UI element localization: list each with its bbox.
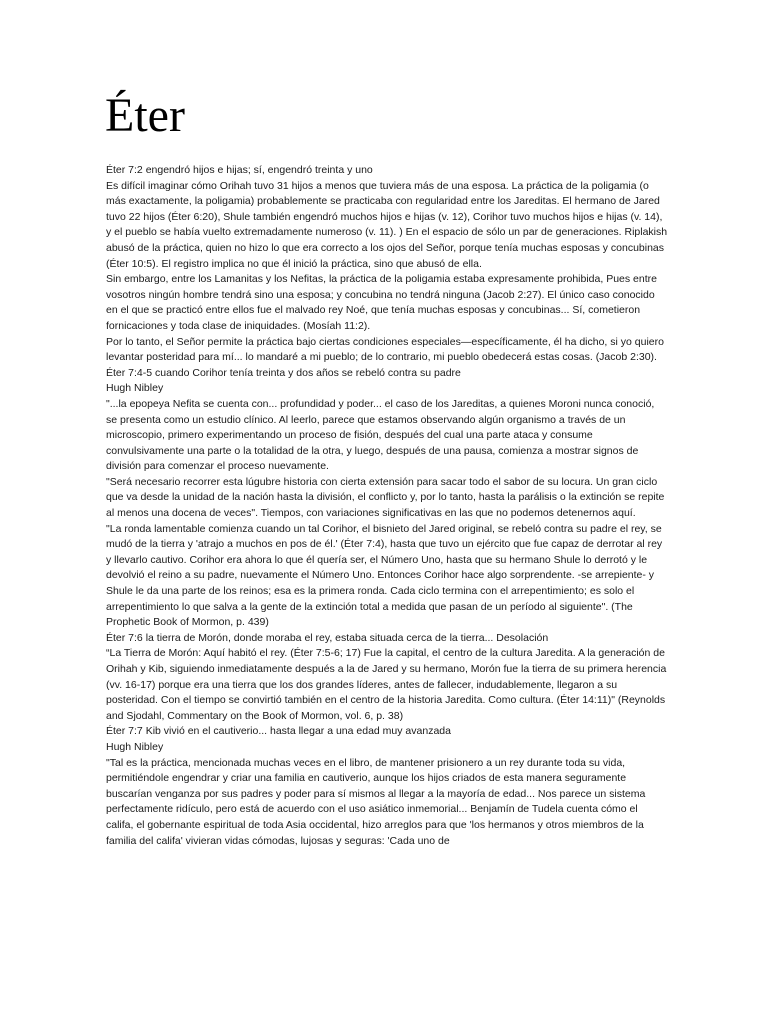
quote-paragraph: "...la epopeya Nefita se cuenta con... profundidad y poder... el caso de los Jareditas, a quienes Moroni nunca conoció, se presenta como un estudio clínico. Al leerlo, parece que estamos observando algún organismo a través de un microscopio, primero experimentando un proceso de fisión, después del cual una parte ataca y consume convulsivamente una parte o la totalidad de la otra, y luego, después de una pausa, comienza a mostrar signos de división para comenzar el proceso nuevamente. [106, 397, 655, 473]
quote-paragraph: "Tal es la práctica, mencionada muchas veces en el libro, de mantener prisionero a un rey durante toda su vida, permitiéndole engendrar y criar una familia en cautiverio, aunque los hijos criados de esta manera seguramente buscarían venganza por sus padres y poder para sí mismos al llegar a la mayoría de edad... Nos parece un sistema perfectamente ridículo, pero está de acuerdo con el uso asiático inmemorial... Benjamín de Tudela cuenta cómo el califa, el gobernante espiritual de toda Asia occidental, hizo arreglos para que 'los hermanos y otros miembros de la familia del califa' vivieran vidas cómodas, lujosas y seguras: 'Cada uno de [106, 756, 646, 847]
document-body [106, 163, 668, 849]
commentary-paragraph: Es difícil imaginar cómo Orihah tuvo 31 hijos a menos que tuviera más de una esposa. La práctica de la poligamia (o más exactamente, la poligamia) probablemente se practicaba con regularidad entre los Jareditas. El hermano de Jared tuvo 22 hijos (Éter 6:20), Shule también engendró muchos hijos e hijas (v. 12), Corihor tuvo muchos hijos e hijas (v. 14), y el pueblo se había vuelto extremadamente numeroso (v. 11). ) En el espacio de sólo un par de generaciones. Riplakish abusó de la práctica, quien no hizo lo que era correcto a los ojos del Señor, porque tenía muchas esposas y concubinas (Éter 10:5). El registro implica no que él inició la práctica, sino que abusó de ella. [106, 179, 668, 270]
verse-heading-7-2: Éter 7:2 engendró hijos e hijas; sí, engendró treinta y uno [106, 164, 373, 176]
verse-heading-7-6: Éter 7:6 la tierra de Morón, donde moraba el rey, estaba situada cerca de la tierra... Desolación [106, 631, 549, 644]
commentary-paragraph: Por lo tanto, el Señor permite la práctica bajo ciertas condiciones especiales—específicamente, él ha dicho, si yo quiero levantar posteridad para mí... lo mandaré a mi pueblo; de lo contrario, mi pueblo obedecerá estas cosas. (Jacob 2:30). [106, 335, 664, 364]
verse-heading-7-7: Éter 7:7 Kib vivió en el cautiverio... hasta llegar a una edad muy avanzada [106, 725, 451, 738]
commentary-paragraph: Sin embargo, entre los Lamanitas y los Nefitas, la práctica de la poligamia estaba expresamente prohibida, Pues entre vosotros ningún hombre tendrá sino una esposa; y concubina no tendrá ninguna (Jacob 2:27). El único caso conocido en el que se practicó entre ellos fue el malvado rey Noé, que tenía muchas esposas y concubinas... Sí, cometieron fornicaciones y toda clase de iniquidades. (Mosíah 11:2). [106, 273, 657, 332]
quote-paragraph: “La Tierra de Morón: Aquí habitó el rey. (Éter 7:5-6; 17) Fue la capital, el centro de la cultura Jaredita. A la generación de Orihah y Kib, siguiendo inmediatamente después a la de Jared y su hermano, Morón fue la tierra de su primera herencia (vv. 16-17) porque era una tierra que los dos grandes líderes, antes de fallecer, indudablemente, llegaron a su posteridad. Con el tiempo se convirtió también en el centro de la historia Jaredita. Como cultura. (Éter 14:11)" (Reynolds and Sjodahl, Commentary on the Book of Mormon, vol. 6, p. 38) [106, 647, 667, 722]
author-name: Hugh Nibley [106, 740, 164, 753]
document-title: Éter [105, 89, 185, 142]
quote-paragraph: "La ronda lamentable comienza cuando un tal Corihor, el bisnieto del Jared original, se rebeló contra su padre el rey, se mudó de la tierra y 'atrajo a muchos en pos de él.' (Éter 7:4), hasta que tuvo un ejército que fue capaz de derrotar al rey y llevarlo cautivo. Corihor era ahora lo que él quería ser, el Número Uno, hasta que su hermano Shule lo derrotó y le devolvió el reino a su padre, nuevamente el Número Uno. Entonces Corihor hace algo sorprendente. -se arrepiente- y Shule le da una parte de los reinos; esa es la primera ronda. Cada ciclo termina con el arrepentimiento; es solo el arrepentimiento lo que salva a la gente de la extinción total a medida que pasan de un período al siguiente". (The Prophetic Book of Mormon, p. 439) [106, 522, 663, 629]
author-name: Hugh Nibley [106, 382, 164, 395]
verse-heading-7-4-5: Éter 7:4-5 cuando Corihor tenía treinta y dos años se rebeló contra su padre [106, 366, 461, 379]
quote-paragraph: "Será necesario recorrer esta lúgubre historia con cierta extensión para sacar todo el sabor de su locura. Un gran ciclo que va desde la unidad de la nación hasta la división, el conflicto y, por lo tanto, hasta la parálisis o la extinción se repite al menos una docena de veces". Tiempos, con variaciones significativas en las que no podemos detenernos aquí. [106, 475, 665, 520]
